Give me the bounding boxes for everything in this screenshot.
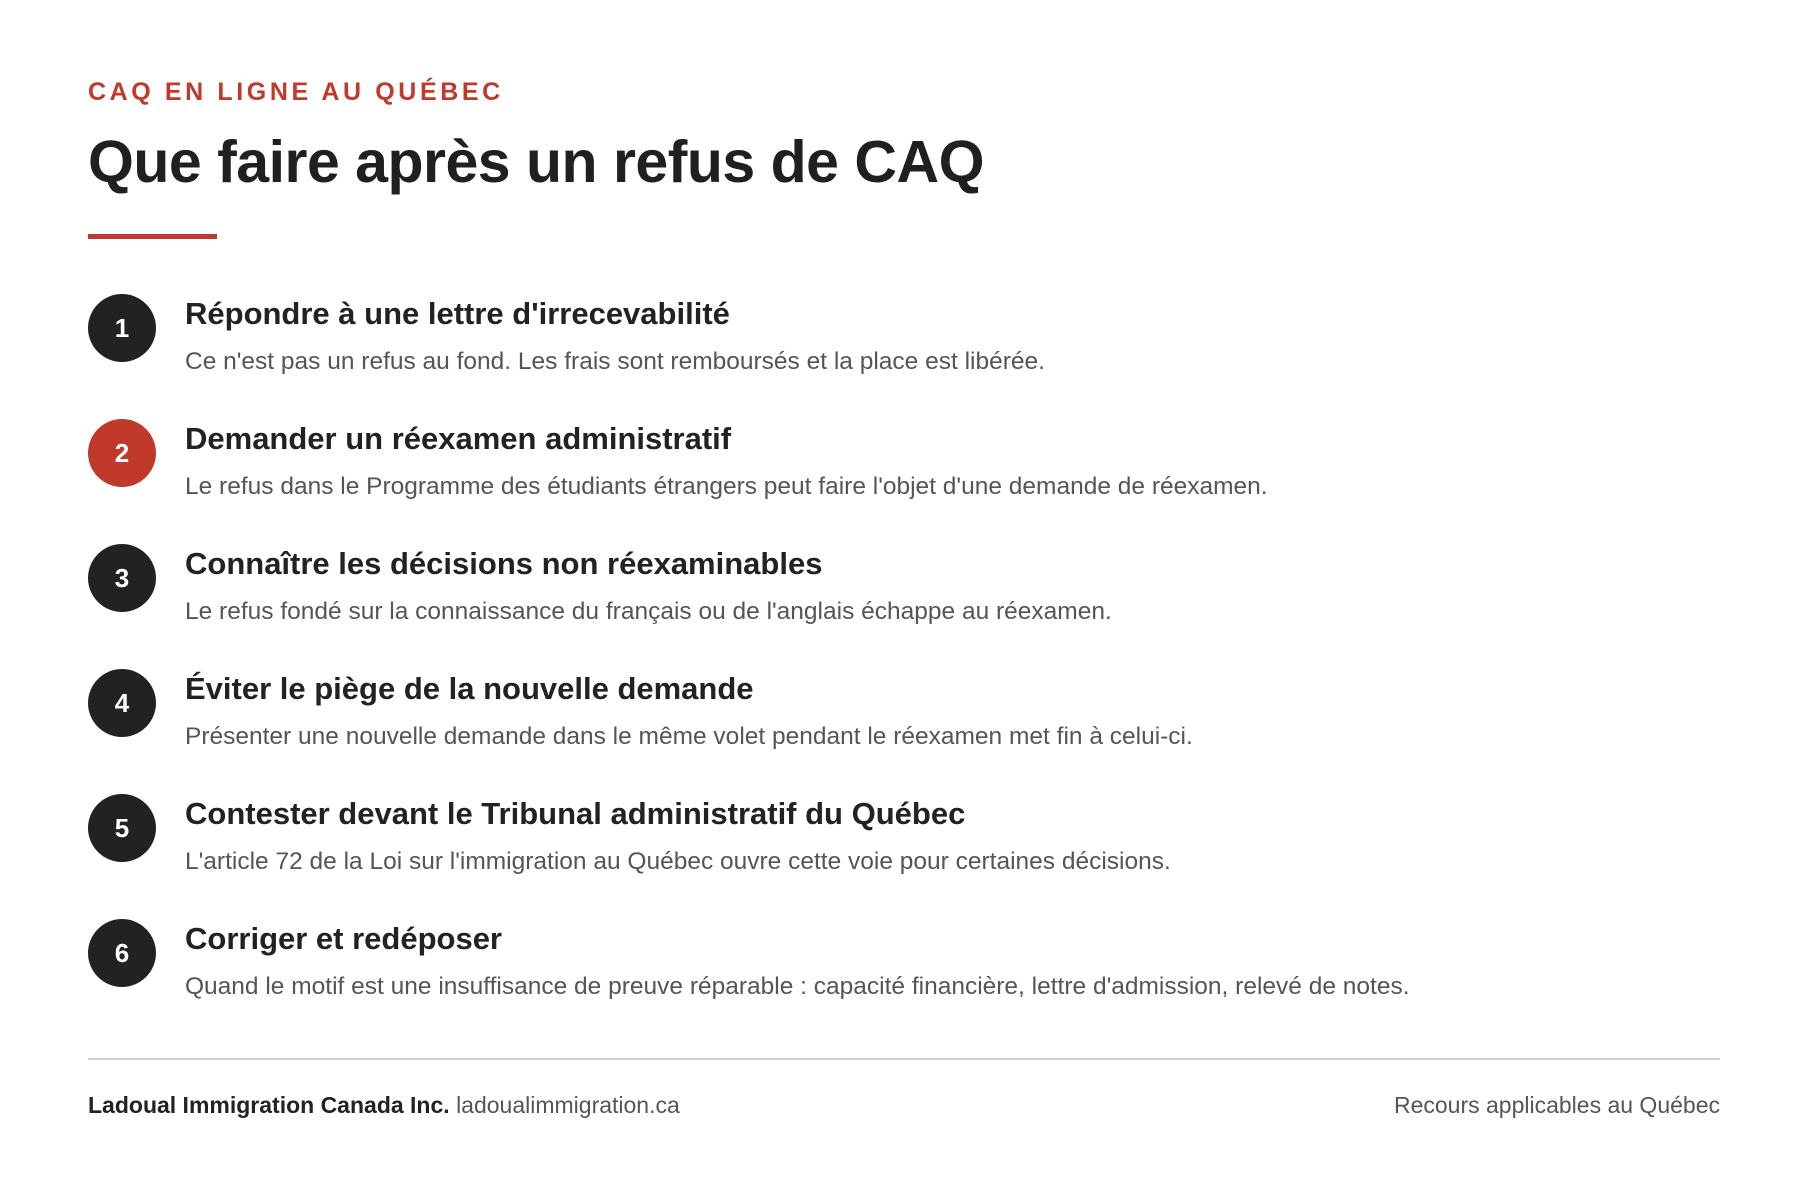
step-title: Éviter le piège de la nouvelle demande	[185, 671, 754, 706]
step-item-1	[88, 294, 1720, 419]
step-description: Le refus fondé sur la connaissance du français ou de l'anglais échappe au réexamen.	[185, 598, 1112, 625]
step-number-badge: 2	[88, 419, 156, 487]
step-number-badge: 1	[88, 294, 156, 362]
step-number-badge: 3	[88, 544, 156, 612]
step-title: Connaître les décisions non réexaminables	[185, 546, 823, 581]
page-title: Que faire après un refus de CAQ	[88, 129, 984, 195]
step-item-3	[88, 544, 1720, 669]
footer-credit	[88, 1092, 680, 1119]
step-title: Répondre à une lettre d'irrecevabilité	[185, 296, 730, 331]
step-item-5	[88, 794, 1720, 919]
footer-company-name: Ladoual Immigration Canada Inc.	[88, 1092, 450, 1118]
step-description: Le refus dans le Programme des étudiants étrangers peut faire l'objet d'une demande de réexamen.	[185, 473, 1268, 500]
step-number-badge: 6	[88, 919, 156, 987]
step-title: Contester devant le Tribunal administratif du Québec	[185, 796, 966, 831]
step-item-2	[88, 419, 1720, 544]
step-number-badge: 5	[88, 794, 156, 862]
footer-website: ladoualimmigration.ca	[456, 1092, 680, 1118]
step-item-6	[88, 919, 1720, 1044]
step-description: L'article 72 de la Loi sur l'immigration au Québec ouvre cette voie pour certaines décisions.	[185, 848, 1171, 875]
infographic-page	[88, 0, 1720, 1190]
step-title: Demander un réexamen administratif	[185, 421, 732, 456]
step-number-badge: 4	[88, 669, 156, 737]
step-item-4	[88, 669, 1720, 794]
title-accent-rule	[88, 234, 217, 239]
footer-divider	[88, 1058, 1720, 1060]
step-title: Corriger et redéposer	[185, 921, 502, 956]
footer-note: Recours applicables au Québec	[1393, 1092, 1720, 1118]
kicker-label: CAQ EN LIGNE AU QUÉBEC	[88, 78, 504, 106]
step-description: Ce n'est pas un refus au fond. Les frais sont remboursés et la place est libérée.	[185, 348, 1045, 375]
step-description: Présenter une nouvelle demande dans le même volet pendant le réexamen met fin à celui-ci.	[185, 723, 1193, 750]
steps-list	[88, 294, 1720, 1044]
step-description: Quand le motif est une insuffisance de preuve réparable : capacité financière, lettre d'admission, relevé de notes.	[185, 973, 1410, 1000]
